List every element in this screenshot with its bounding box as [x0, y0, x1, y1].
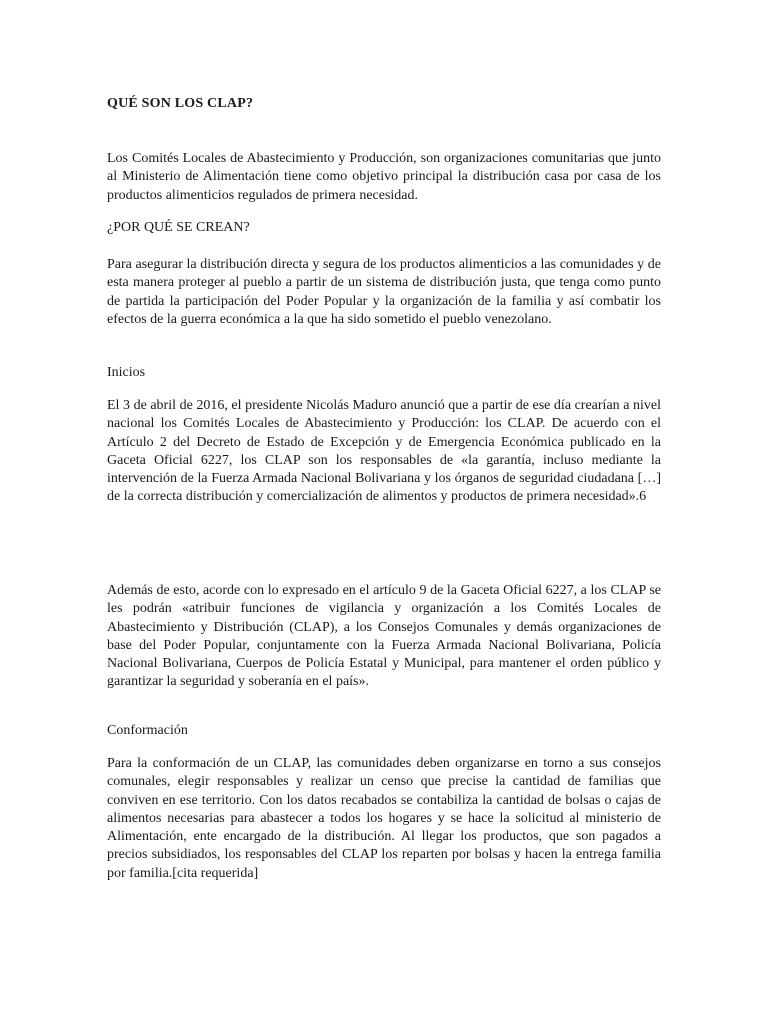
section-paragraph-inicios: El 3 de abril de 2016, el presidente Nicolás Maduro anunció que a partir de ese día crearían a nivel nacional los Comités Locales de Abastecimiento y Producción: los CLAP. De acuerdo con el Artículo 2 del Decreto de Estado de Excepción y de Emergencia Económica publicado en la Gaceta Oficial 6227, los CLAP son los responsables de «la garantía, incluso mediante la intervención de la Fuerza Armada Nacional Bolivariana y los órganos de seguridad ciudadana […] de la correcta distribución y comercialización de alimentos y productos de primera necesidad».6	[107, 398, 661, 505]
section-heading-inicios: Inicios	[107, 365, 146, 380]
section-paragraph-conformacion: Para la conformación de un CLAP, las comunidades deben organizarse en torno a sus consejos comunales, elegir responsables y realizar un censo que precise la cantidad de familias que conviven en ese territorio. Con los datos recabados se contabiliza la cantidad de bolsas o cajas de alimentos necesarias para abastecer a todos los hogares y se hace la solicitud al ministerio de Alimentación, ente encargado de la distribución. Al llegar los productos, que son pagados a precios subsidiados, los responsables del CLAP los reparten por bolsas y hacen la entrega familia por familia.[cita requerida]	[107, 756, 661, 881]
section-heading-why: ¿POR QUÉ SE CREAN?	[107, 220, 250, 235]
document-title: QUÉ SON LOS CLAP?	[107, 96, 254, 111]
section-heading-conformacion: Conformación	[107, 723, 188, 738]
section-paragraph-why: Para asegurar la distribución directa y segura de los productos alimenticios a las comunidades y de esta manera proteger al pueblo a partir de un sistema de distribución justa, que tenga como punto de partida la participación del Poder Popular y la organización de la familia y así combatir los efectos de la guerra económica a la que ha sido sometido el pueblo venezolano.	[107, 257, 661, 327]
intro-paragraph: Los Comités Locales de Abastecimiento y Producción, son organizaciones comunitarias que junto al Ministerio de Alimentación tiene como objetivo principal la distribución casa por casa de los productos alimenticios regulados de primera necesidad.	[107, 151, 661, 203]
section-paragraph-inicios-2: Además de esto, acorde con lo expresado en el artículo 9 de la Gaceta Oficial 6227, a los CLAP se les podrán «atribuir funciones de vigilancia y organización a los Comités Locales de Abastecimiento y Distribución (CLAP), a los Consejos Comunales y demás organizaciones de base del Poder Popular, conjuntamente con la Fuerza Armada Nacional Bolivariana, Policía Nacional Bolivariana, Cuerpos de Policía Estatal y Municipal, para mantener el orden público y garantizar la seguridad y soberanía en el país».	[107, 583, 661, 690]
